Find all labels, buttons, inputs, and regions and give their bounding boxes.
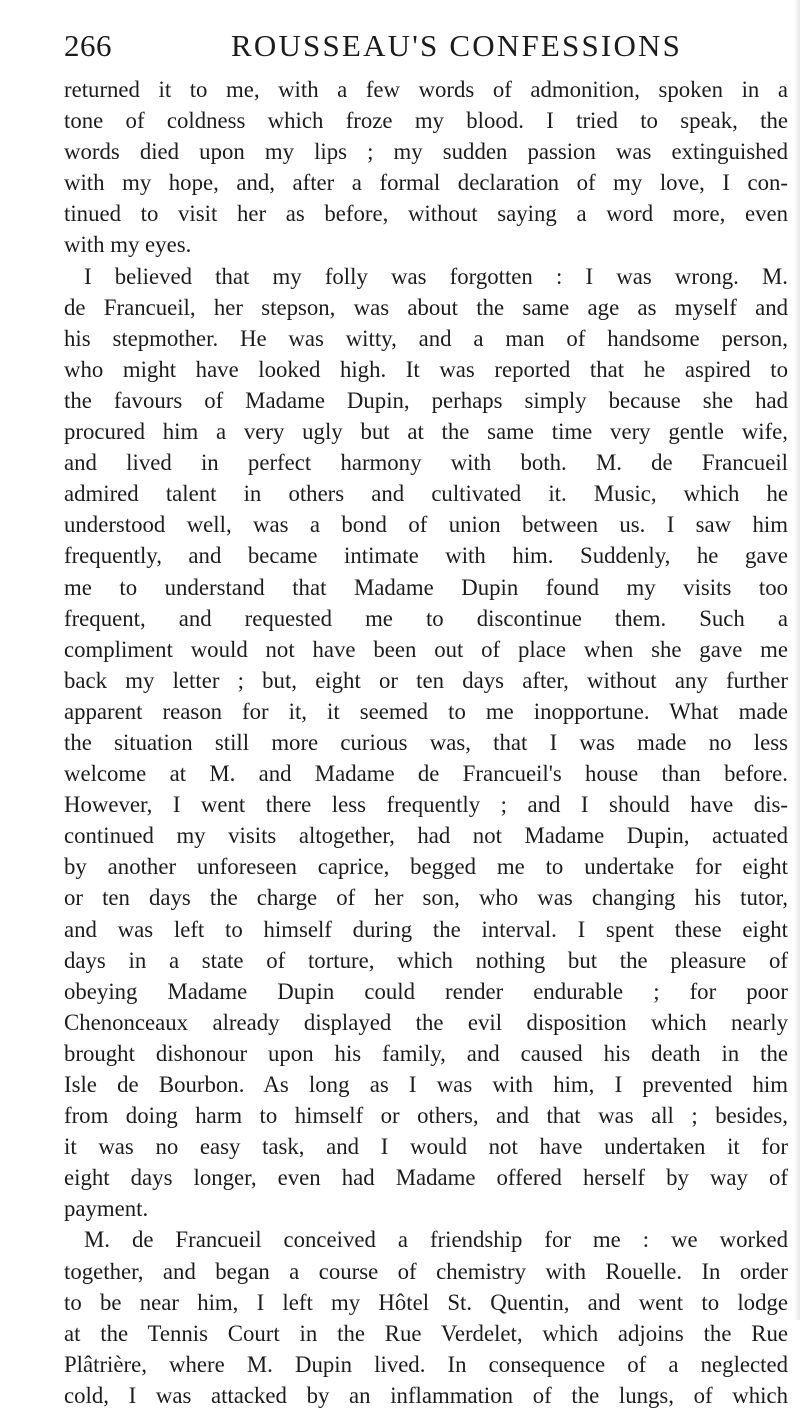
text-line: the situation still more curious was, that I was made no less	[64, 729, 788, 755]
text-line: compliment would not have been out of place when she gave me	[64, 636, 788, 662]
text-line: with my eyes.	[64, 232, 192, 258]
text-line: back my letter ; but, eight or ten days after, without any further	[64, 667, 788, 693]
text-line: obeying Madame Dupin could render endurable ; for poor	[64, 978, 788, 1004]
text-line: Plâtrière, where M. Dupin lived. In consequence of a neglected	[64, 1351, 788, 1377]
text-line: me to understand that Madame Dupin found my visits too	[64, 574, 788, 600]
text-line: continued my visits altogether, had not Madame Dupin, actuated	[64, 823, 788, 849]
text-line: payment.	[64, 1196, 149, 1222]
text-line: tinued to visit her as before, without saying a word more, even	[64, 201, 788, 227]
text-line: by another unforeseen caprice, begged me to undertake for eight	[64, 854, 788, 880]
text-line: welcome at M. and Madame de Francueil's house than before.	[64, 761, 788, 787]
text-line: the favours of Madame Dupin, perhaps simply because she had	[64, 387, 788, 413]
text-line: and lived in perfect harmony with both. M. de Francueil	[64, 450, 788, 476]
text-line: at the Tennis Court in the Rue Verdelet, which adjoins the Rue	[64, 1320, 788, 1346]
page-number: 266	[64, 28, 112, 63]
text-line: to be near him, I left my Hôtel St. Quentin, and went to lodge	[64, 1289, 788, 1315]
paragraph-first-line: I believed that my folly was forgotten : I was wrong. M.	[84, 263, 788, 289]
text-line: Isle de Bourbon. As long as I was with him, I prevented him	[64, 1072, 788, 1097]
page-edge-shadow	[794, 0, 800, 1320]
text-line: together, and began a course of chemistry with Rouelle. In order	[64, 1258, 788, 1284]
text-line: procured him a very ugly but at the same time very gentle wife,	[64, 419, 788, 445]
text-line: with my hope, and, after a formal declaration of my love, I con-	[64, 170, 788, 196]
text-line: de Francueil, her stepson, was about the same age as myself and	[64, 294, 788, 320]
text-line: who might have looked high. It was reported that he aspired to	[64, 356, 788, 382]
page-header	[64, 28, 784, 68]
text-line: words died upon my lips ; my sudden passion was extinguished	[64, 139, 788, 165]
text-line: However, I went there less frequently ; and I should have dis-	[64, 792, 788, 818]
text-line: cold, I was attacked by an inflammation of the lungs, of which	[64, 1382, 788, 1408]
text-line: and was left to himself during the interval. I spent these eight	[64, 916, 788, 942]
running-head: ROUSSEAU'S CONFESSIONS	[231, 28, 683, 63]
text-line: his stepmother. He was witty, and a man of handsome person,	[64, 325, 788, 351]
paragraph-first-line: M. de Francueil conceived a friendship for me : we worked	[84, 1227, 788, 1253]
text-line: Chenonceaux already displayed the evil disposition which nearly	[64, 1009, 788, 1035]
text-line: it was no easy task, and I would not have undertaken it for	[64, 1134, 788, 1160]
text-line: brought dishonour upon his family, and caused his death in the	[64, 1040, 788, 1066]
text-line: from doing harm to himself or others, and that was all ; besides,	[64, 1103, 788, 1129]
text-line: tone of coldness which froze my blood. I tried to speak, the	[64, 108, 788, 134]
text-line: days in a state of torture, which nothing but the pleasure of	[64, 947, 788, 973]
text-line: frequently, and became intimate with him. Suddenly, he gave	[64, 543, 788, 569]
body-text	[64, 74, 788, 1411]
text-line: frequent, and requested me to discontinue them. Such a	[64, 605, 788, 631]
text-line: admired talent in others and cultivated it. Music, which he	[64, 481, 788, 507]
text-line: returned it to me, with a few words of admonition, spoken in a	[64, 77, 788, 102]
text-line: apparent reason for it, it seemed to me inopportune. What made	[64, 698, 788, 724]
text-line: or ten days the charge of her son, who was changing his tutor,	[64, 885, 788, 911]
text-line: eight days longer, even had Madame offered herself by way of	[64, 1165, 788, 1191]
text-line: understood well, was a bond of union between us. I saw him	[64, 512, 788, 538]
